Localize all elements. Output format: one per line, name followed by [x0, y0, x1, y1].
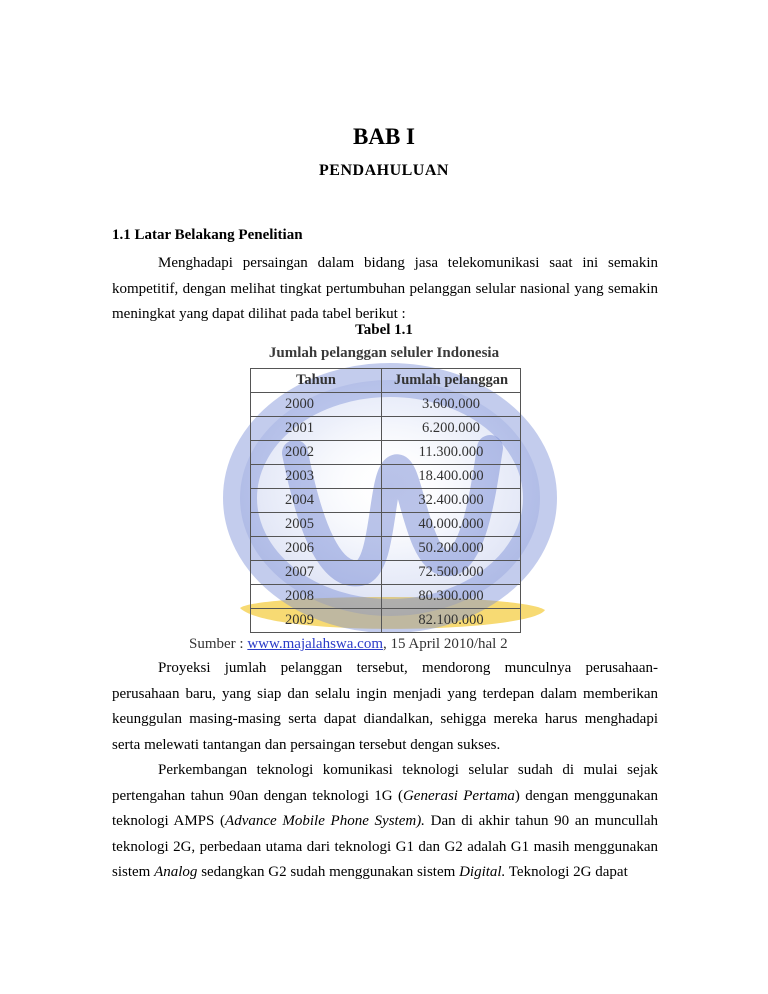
source-suffix: , 15 April 2010/hal 2 — [383, 636, 508, 652]
paragraph-3-italic: Analog — [154, 864, 198, 880]
cell-subscribers: 3.600.000 — [382, 393, 521, 417]
paragraph-3-italic: Digital. — [459, 864, 506, 880]
table-row — [251, 393, 521, 417]
cell-subscribers: 50.200.000 — [382, 537, 521, 561]
cell-year: 2003 — [251, 465, 382, 489]
cell-year: 2006 — [251, 537, 382, 561]
cell-subscribers: 40.000.000 — [382, 513, 521, 537]
paragraph-3-italic: Generasi Pertama — [402, 787, 515, 804]
chapter-title: BAB I — [353, 124, 415, 149]
column-header-subscribers: Jumlah pelanggan — [382, 369, 521, 393]
table-title: Jumlah pelanggan seluler Indonesia — [268, 345, 500, 361]
cell-year: 2000 — [251, 393, 382, 417]
cell-subscribers: 18.400.000 — [382, 465, 521, 489]
table-row — [251, 489, 521, 513]
section-heading: 1.1 Latar Belakang Penelitian — [112, 227, 303, 243]
paragraph-3-text: Teknologi 2G dapat — [505, 864, 628, 880]
paragraph-3-text: Perkembangan teknologi komunikasi teknologi selular sudah di mulai sejak pertengahan tahun 90an dengan teknologi 1G ( — [112, 762, 658, 804]
table-caption: Tabel 1.1 — [355, 322, 413, 338]
paragraph-3-italic: Advance Mobile Phone System). — [225, 813, 425, 829]
cell-subscribers: 6.200.000 — [382, 417, 521, 441]
subscriber-table — [250, 368, 521, 633]
table-row — [251, 585, 521, 609]
chapter-subtitle: PENDAHULUAN — [319, 162, 449, 179]
table-row — [251, 465, 521, 489]
paragraph-3-text: sedangkan G2 sudah menggunakan sistem — [197, 864, 460, 880]
paragraph-2: Proyeksi jumlah pelanggan tersebut, mendorong munculnya perusahaan-perusahaan baru, yang siap dan selalu ingin menjadi yang terdepan dalam memberikan keunggulan masing-masing serta dapat diandalkan, sehigga mereka harus menghadapi serta melewati tantangan dan persaingan tersebut dengan sukses. — [112, 660, 658, 753]
source-link[interactable]: www.majalahswa.com — [247, 636, 383, 652]
cell-year: 2008 — [251, 585, 382, 609]
table-row — [251, 441, 521, 465]
cell-year: 2009 — [251, 609, 382, 633]
table-source — [189, 636, 508, 653]
cell-subscribers: 11.300.000 — [382, 441, 521, 465]
cell-subscribers: 32.400.000 — [382, 489, 521, 513]
table-row — [251, 513, 521, 537]
cell-subscribers: 72.500.000 — [382, 561, 521, 585]
paragraph-3-text: Dan di akhir tahun 90 an muncullah teknologi 2G, perbedaan utama dari teknologi G1 dan G2 adalah G1 masih menggunakan sistem — [112, 813, 658, 880]
cell-year: 2005 — [251, 513, 382, 537]
cell-year: 2002 — [251, 441, 382, 465]
table-header-row — [251, 369, 521, 393]
table-row — [251, 417, 521, 441]
cell-year: 2004 — [251, 489, 382, 513]
cell-subscribers: 82.100.000 — [382, 609, 521, 633]
source-prefix: Sumber : — [189, 636, 244, 652]
paragraph-3 — [112, 758, 658, 886]
cell-year: 2001 — [251, 417, 382, 441]
table-row — [251, 561, 521, 585]
column-header-year: Tahun — [251, 369, 382, 393]
table-row — [251, 609, 521, 633]
paragraph-1: Menghadapi persaingan dalam bidang jasa telekomunikasi saat ini semakin kompetitif, dengan melihat tingkat pertumbuhan pelanggan selular nasional yang semakin meningkat yang dapat dilihat pada tabel berikut : — [112, 255, 658, 322]
cell-year: 2007 — [251, 561, 382, 585]
table-row — [251, 537, 521, 561]
paragraph-3-text: ) dengan menggunakan teknologi AMPS ( — [112, 787, 658, 829]
cell-subscribers: 80.300.000 — [382, 585, 521, 609]
